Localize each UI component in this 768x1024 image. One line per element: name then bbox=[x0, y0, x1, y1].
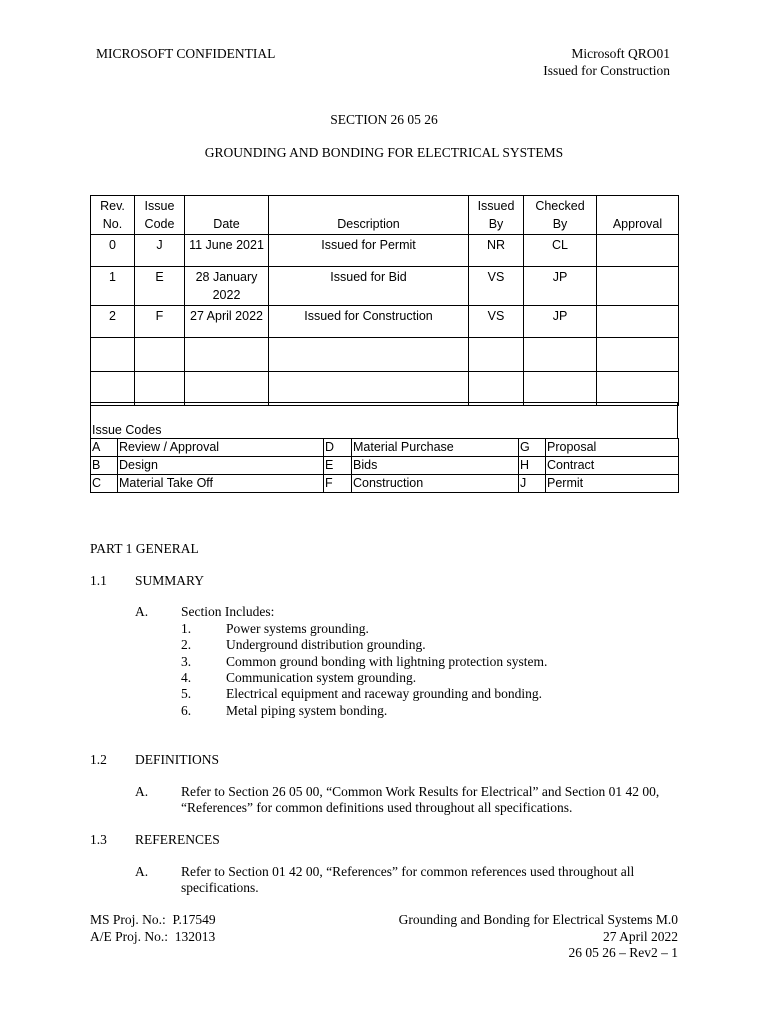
cell-description: Issued for Bid bbox=[269, 267, 469, 306]
cell-approval bbox=[597, 267, 679, 306]
header-date: Date bbox=[185, 196, 269, 235]
cell-description: Issued for Construction bbox=[269, 306, 469, 338]
code-label: Bids bbox=[352, 457, 519, 475]
cell-date: 28 January 2022 bbox=[185, 267, 269, 306]
paragraph-letter: A. bbox=[135, 604, 149, 619]
footer-ae-project bbox=[90, 929, 215, 945]
list-item: Power systems grounding. bbox=[226, 621, 369, 636]
code-label: Permit bbox=[546, 475, 679, 493]
cell-code: F bbox=[135, 306, 185, 338]
code-label: Construction bbox=[352, 475, 519, 493]
code-letter: D bbox=[324, 439, 352, 457]
code-letter: G bbox=[519, 439, 546, 457]
table-row bbox=[91, 267, 679, 306]
issue-codes-box bbox=[90, 402, 678, 439]
list-item-number: 3. bbox=[181, 654, 192, 669]
header-confidential: MICROSOFT CONFIDENTIAL bbox=[96, 46, 276, 61]
article-title: SUMMARY bbox=[135, 573, 205, 588]
code-letter: E bbox=[324, 457, 352, 475]
code-label: Material Purchase bbox=[352, 439, 519, 457]
cell-rev: 2 bbox=[91, 306, 135, 338]
code-letter: F bbox=[324, 475, 352, 493]
list-item: Electrical equipment and raceway grounding and bonding. bbox=[226, 686, 543, 701]
paragraph-text: Section Includes: bbox=[181, 604, 275, 619]
header-project: Microsoft QRO01 bbox=[571, 46, 670, 61]
cell-approval bbox=[597, 306, 679, 338]
code-label: Design bbox=[118, 457, 324, 475]
issue-codes-table bbox=[90, 438, 679, 493]
paragraph-text: Refer to Section 26 05 00, “Common Work Results for Electrical” and Section 01 42 00, bbox=[181, 784, 660, 799]
list-item: Underground distribution grounding. bbox=[226, 637, 426, 652]
cell-issued-by: NR bbox=[469, 235, 524, 267]
code-label: Contract bbox=[546, 457, 679, 475]
footer-ms-project-value: P.17549 bbox=[172, 912, 216, 927]
paragraph-letter: A. bbox=[135, 864, 149, 879]
cell-description: Issued for Permit bbox=[269, 235, 469, 267]
article-title: DEFINITIONS bbox=[135, 752, 219, 767]
cell-issued-by: VS bbox=[469, 306, 524, 338]
header-status: Issued for Construction bbox=[543, 63, 670, 78]
code-letter: B bbox=[91, 457, 118, 475]
list-item-number: 1. bbox=[181, 621, 192, 636]
header-issue-code: Issue Code bbox=[135, 196, 185, 235]
article-number: 1.2 bbox=[90, 752, 107, 767]
article-number: 1.3 bbox=[90, 832, 107, 847]
table-row-empty bbox=[91, 372, 679, 406]
code-label: Review / Approval bbox=[118, 439, 324, 457]
header-issued-by: Issued By bbox=[469, 196, 524, 235]
code-label: Material Take Off bbox=[118, 475, 324, 493]
cell-checked-by: JP bbox=[524, 306, 597, 338]
section-number: SECTION 26 05 26 bbox=[330, 112, 438, 127]
list-item-number: 5. bbox=[181, 686, 192, 701]
header-approval: Approval bbox=[597, 196, 679, 235]
footer-ae-project-label: A/E Proj. No.: bbox=[90, 929, 169, 944]
section-title: GROUNDING AND BONDING FOR ELECTRICAL SYSTEMS bbox=[204, 145, 564, 160]
footer-ms-project-label: MS Proj. No.: bbox=[90, 912, 166, 927]
cell-date: 11 June 2021 bbox=[185, 235, 269, 267]
list-item-number: 4. bbox=[181, 670, 192, 685]
code-letter: H bbox=[519, 457, 546, 475]
article-title: REFERENCES bbox=[135, 832, 220, 847]
code-letter: C bbox=[91, 475, 118, 493]
issue-codes-row bbox=[91, 457, 679, 475]
issue-codes-row bbox=[91, 475, 679, 493]
header-checked-by: Checked By bbox=[524, 196, 597, 235]
issue-codes-title: Issue Codes bbox=[92, 423, 162, 437]
code-label: Proposal bbox=[546, 439, 679, 457]
header-description: Description bbox=[269, 196, 469, 235]
cell-rev: 0 bbox=[91, 235, 135, 267]
list-item: Communication system grounding. bbox=[226, 670, 417, 685]
header-rev-no: Rev. No. bbox=[91, 196, 135, 235]
issue-codes-row bbox=[91, 439, 679, 457]
table-row bbox=[91, 235, 679, 267]
cell-date: 27 April 2022 bbox=[185, 306, 269, 338]
footer-ms-project bbox=[90, 912, 216, 928]
cell-rev: 1 bbox=[91, 267, 135, 306]
footer-date: 27 April 2022 bbox=[602, 929, 678, 944]
revision-table bbox=[90, 195, 679, 406]
table-row bbox=[91, 306, 679, 338]
paragraph-text: specifications. bbox=[181, 880, 259, 895]
footer-section-title: Grounding and Bonding for Electrical Systems M.0 bbox=[398, 912, 678, 927]
cell-checked-by: CL bbox=[524, 235, 597, 267]
paragraph-letter: A. bbox=[135, 784, 149, 799]
cell-approval bbox=[597, 235, 679, 267]
part-title: PART 1 GENERAL bbox=[90, 541, 199, 556]
article-number: 1.1 bbox=[90, 573, 107, 588]
paragraph-text: “References” for common definitions used throughout all specifications. bbox=[181, 800, 573, 815]
cell-issued-by: VS bbox=[469, 267, 524, 306]
code-letter: J bbox=[519, 475, 546, 493]
footer-page-number: 26 05 26 – Rev2 – 1 bbox=[568, 945, 678, 960]
cell-checked-by: JP bbox=[524, 267, 597, 306]
list-item: Common ground bonding with lightning protection system. bbox=[226, 654, 548, 669]
footer-ae-project-value: 132013 bbox=[174, 929, 216, 944]
list-item-number: 2. bbox=[181, 637, 192, 652]
list-item: Metal piping system bonding. bbox=[226, 703, 388, 718]
cell-code: E bbox=[135, 267, 185, 306]
table-row-empty bbox=[91, 338, 679, 372]
cell-code: J bbox=[135, 235, 185, 267]
revision-header-row bbox=[91, 196, 679, 235]
paragraph-text: Refer to Section 01 42 00, “References” for common references used throughout all bbox=[181, 864, 635, 879]
code-letter: A bbox=[91, 439, 118, 457]
list-item-number: 6. bbox=[181, 703, 192, 718]
